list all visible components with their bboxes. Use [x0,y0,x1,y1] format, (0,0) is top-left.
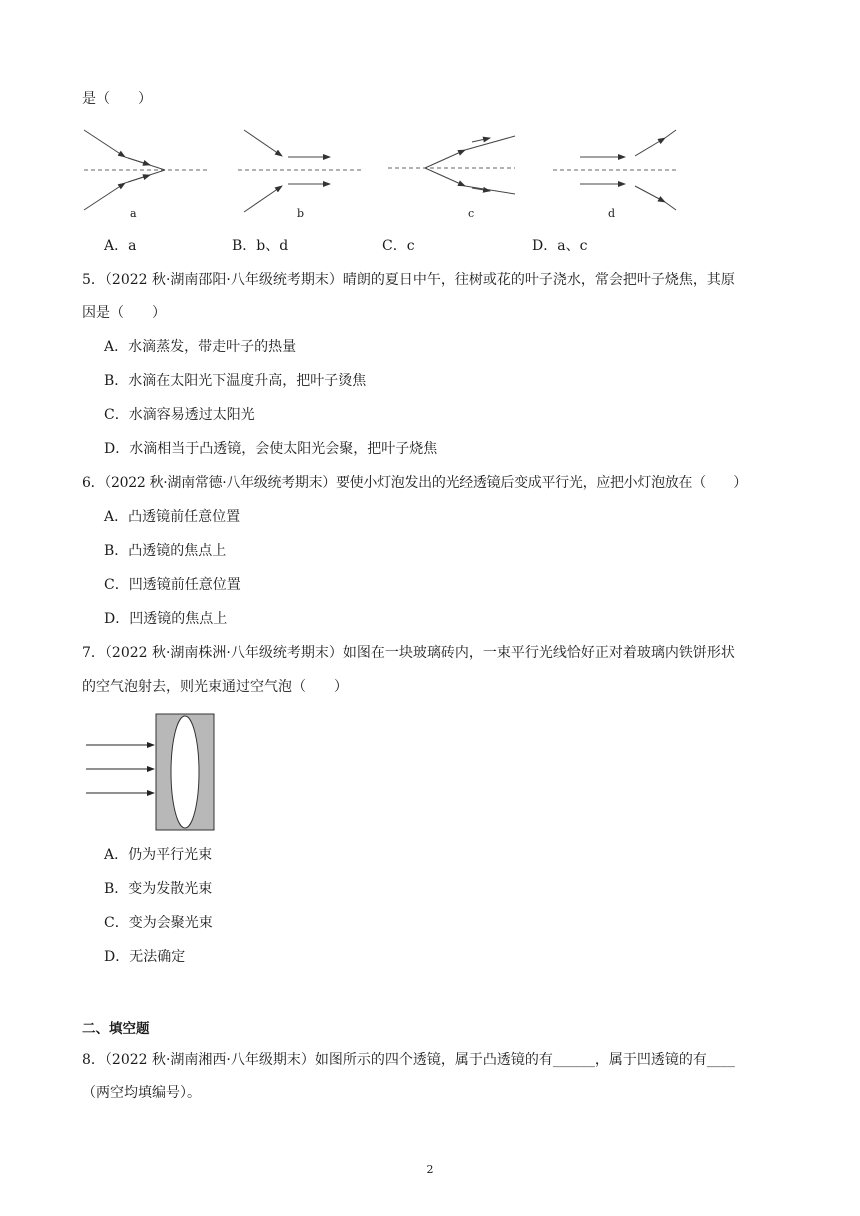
q4-option-a: A．a [104,238,137,254]
q6-option-b: B．凸透镜的焦点上 [104,543,227,559]
q8-stem-line2: （两空均填编号）。 [82,1085,201,1101]
q7-option-d: D．无法确定 [104,949,186,965]
q8-stem-line1: 8．（2022 秋·湖南湘西·八年级期末）如图所示的四个透镜，属于凸透镜的有______，属于凹透镜的有____ [82,1052,735,1068]
section-title: 二、填空题 [82,1021,150,1037]
q5-option-c: C．水滴容易透过太阳光 [104,407,255,423]
q5-option-b: B．水滴在太阳光下温度升高，把叶子烫焦 [104,373,367,389]
q4-tail: 是（ ） [82,91,152,107]
figure-label-c: c [468,207,475,220]
q4-option-d: D．a、c [532,238,588,254]
q4-option-c: C．c [382,238,415,254]
q7-option-a: A．仍为平行光束 [104,847,213,863]
page-number: 2 [426,1163,434,1176]
figure-label-b: b [297,207,305,220]
q5-stem-line2: 因是（ ） [82,305,166,321]
diagram-b [238,130,362,212]
diagram-a [84,130,210,210]
q6-option-c: C．凹透镜前任意位置 [104,577,241,593]
q5-stem-line1: 5．（2022 秋·湖南邵阳·八年级统考期末）晴朗的夏日中午，往树或花的叶子浇水，常会把叶子烧焦，其原 [82,272,735,288]
q5-option-a: A．水滴蒸发，带走叶子的热量 [104,339,297,355]
q6-option-a: A．凸透镜前任意位置 [104,509,241,525]
q6-stem: 6．（2022 秋·湖南常德·八年级统考期末）要使小灯泡发出的光经透镜后变成平行光，应把小灯泡放在（ ） [82,475,747,491]
q5-option-d: D．水滴相当于凸透镜，会使太阳光会聚，把叶子烧焦 [104,441,438,457]
q4-option-b: B．b、d [232,238,289,254]
figure-label-d: d [608,207,616,220]
q7-stem-line1: 7．（2022 秋·湖南株洲·八年级统考期末）如图在一块玻璃砖内，一束平行光线恰好正对着玻璃内铁饼形状 [82,645,735,661]
figure-label-a: a [130,207,137,220]
air-bubble [171,716,199,828]
q7-option-c: C．变为会聚光束 [104,915,213,931]
glass-brick-figure [80,708,280,838]
diagram-d [553,130,678,210]
q6-option-d: D．凹透镜的焦点上 [104,611,228,627]
q7-stem-line2: 的空气泡射去，则光束通过空气泡（ ） [82,679,348,695]
diagram-c [388,136,515,194]
q7-option-b: B．变为发散光束 [104,881,213,897]
